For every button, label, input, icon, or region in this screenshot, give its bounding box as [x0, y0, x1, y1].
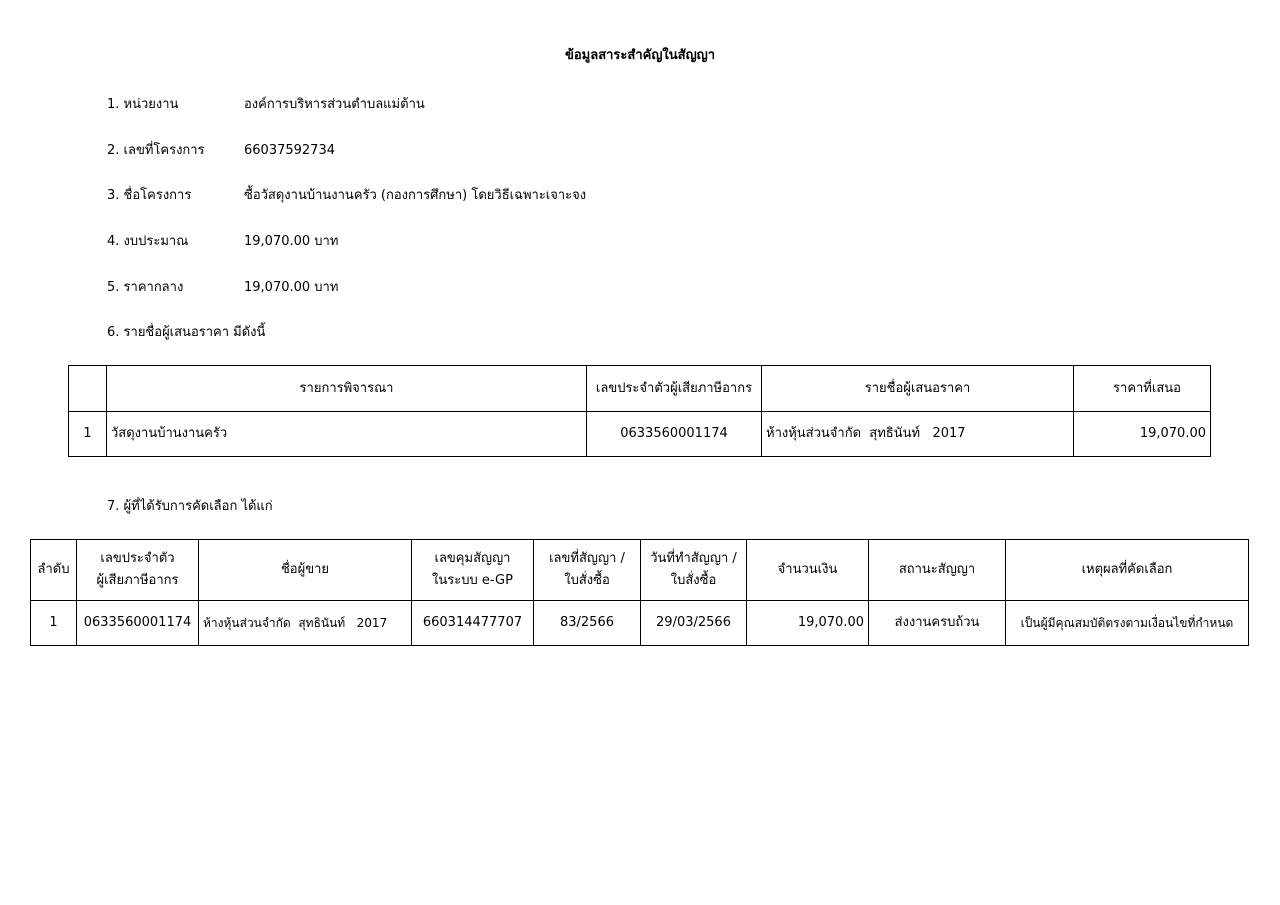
- table-cell: 1: [69, 412, 107, 457]
- bidders-table: [68, 365, 1211, 457]
- field-value: 66037592734: [244, 143, 335, 158]
- table-cell: 19,070.00: [747, 601, 869, 646]
- section-heading: 6. รายชื่อผู้เสนอราคา มีดังนี้: [107, 325, 266, 340]
- table-cell: 660314477707: [412, 601, 534, 646]
- table-header-row: [31, 540, 1249, 601]
- header-line: ผู้เสียภาษีอากร: [96, 573, 179, 588]
- field-label: 3. ชื่อโครงการ: [107, 188, 192, 203]
- column-header: รายการพิจารณา: [107, 366, 587, 412]
- column-header: รายชื่อผู้เสนอราคา: [762, 366, 1074, 412]
- header-line: ชื่อผู้ขาย: [280, 562, 330, 577]
- column-header: [534, 540, 641, 601]
- header-line: เลขที่สัญญา /: [549, 551, 625, 566]
- header-line: จำนวนเงิน: [777, 562, 838, 577]
- column-header: [69, 366, 107, 412]
- column-header: [199, 540, 412, 601]
- field-value: 19,070.00 บาท: [244, 234, 339, 249]
- header-line: ใบสั่งซื้อ: [670, 573, 717, 588]
- column-header: [31, 540, 77, 601]
- table-cell: ห้างหุ้นส่วนจำกัด สุทธินันท์ 2017: [199, 601, 412, 646]
- table-header-row: [69, 366, 1211, 412]
- field-label: 1. หน่วยงาน: [107, 97, 179, 112]
- document-title: ข้อมูลสาระสำคัญในสัญญา: [564, 48, 716, 63]
- table-row: [31, 601, 1249, 646]
- column-header: [412, 540, 534, 601]
- selected-table: [30, 539, 1249, 646]
- header-line: สถานะสัญญา: [898, 562, 976, 577]
- field-label: 5. ราคากลาง: [107, 280, 184, 295]
- header-line: ใบสั่งซื้อ: [564, 573, 610, 588]
- field-value: ซื้อวัสดุงานบ้านงานครัว (กองการศึกษา) โดยวิธีเฉพาะเจาะจง: [244, 188, 587, 203]
- header-line: ลำดับ: [37, 562, 70, 577]
- table-cell: ส่งงานครบถ้วน: [869, 601, 1006, 646]
- column-header: [1006, 540, 1249, 601]
- column-header: [747, 540, 869, 601]
- table-cell: 19,070.00: [1074, 412, 1211, 457]
- table-row: [69, 412, 1211, 457]
- header-line: วันที่ทำสัญญา /: [650, 551, 737, 566]
- column-header: ราคาที่เสนอ: [1074, 366, 1211, 412]
- column-header: เลขประจำตัวผู้เสียภาษีอากร: [587, 366, 762, 412]
- header-line: เลขคุมสัญญา: [434, 551, 511, 566]
- table-cell: 0633560001174: [587, 412, 762, 457]
- table-cell: 1: [31, 601, 77, 646]
- table-cell: ห้างหุ้นส่วนจำกัด สุทธินันท์ 2017: [762, 412, 1074, 457]
- table-cell: 0633560001174: [77, 601, 199, 646]
- field-value: องค์การบริหารส่วนตำบลแม่ต้าน: [244, 97, 425, 112]
- field-value: 19,070.00 บาท: [244, 280, 339, 295]
- header-line: เหตุผลที่คัดเลือก: [1081, 562, 1173, 577]
- table-cell: เป็นผู้มีคุณสมบัติตรงตามเงื่อนไขที่กำหนด: [1006, 601, 1249, 646]
- field-label: 4. งบประมาณ: [107, 234, 189, 249]
- header-line: เลขประจำตัว: [100, 551, 175, 566]
- column-header: [641, 540, 747, 601]
- column-header: [869, 540, 1006, 601]
- table-cell: วัสดุงานบ้านงานครัว: [107, 412, 587, 457]
- column-header: [77, 540, 199, 601]
- section-heading: 7. ผู้ที่ได้รับการคัดเลือก ได้แก่: [107, 499, 273, 514]
- header-line: ในระบบ e-GP: [432, 573, 513, 588]
- table-cell: 83/2566: [534, 601, 641, 646]
- field-label: 2. เลขที่โครงการ: [107, 143, 205, 158]
- table-cell: 29/03/2566: [641, 601, 747, 646]
